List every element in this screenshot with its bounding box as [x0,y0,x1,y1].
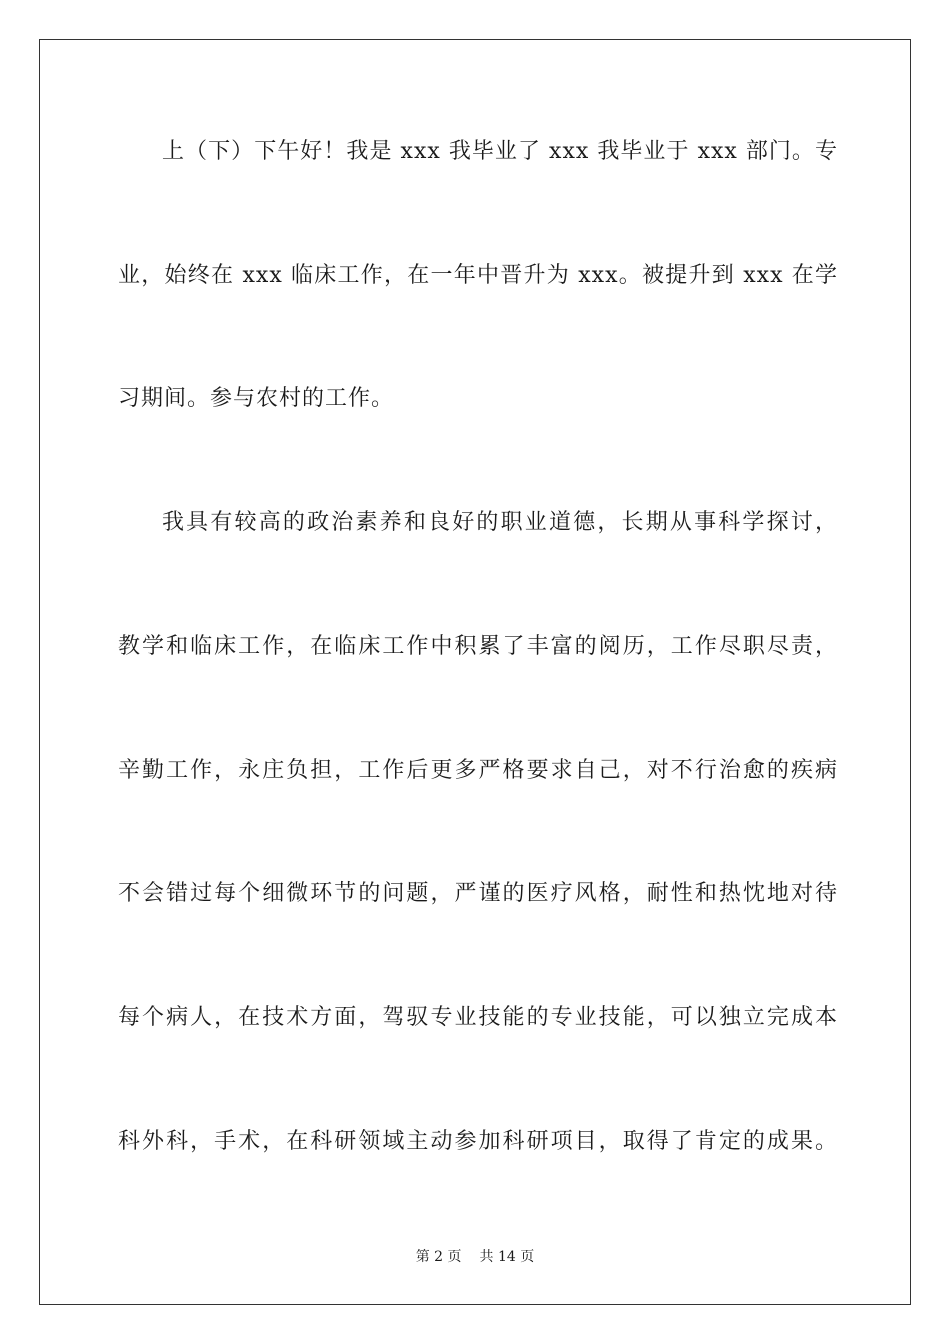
paragraph-1-line-3: 习期间。参与农村的工作。 [118,386,395,411]
page-frame [39,39,911,1305]
paragraph-2-line-4: 不会错过每个细微环节的问题，严谨的医疗风格，耐性和热忱地对待 [118,881,838,906]
paragraph-2-line-6: 科外科，手术，在科研领域主动参加科研项目，取得了肯定的成果。 [118,1129,838,1154]
paragraph-2-line-3: 辛勤工作，永庄负担，工作后更多严格要求自己，对不行治愈的疾病 [118,758,838,783]
page-number: 第 2 页 [415,1249,462,1265]
page-footer [0,1247,950,1267]
paragraph-2-line-1: 我具有较高的政治素养和良好的职业道德，长期从事科学探讨， [162,510,838,535]
paragraph-2-line-5: 每个病人，在技术方面，驾驭专业技能的专业技能，可以独立完成本 [118,1005,838,1030]
paragraph-1-line-2: 业，始终在 xxx 临床工作，在一年中晋升为 xxx。被提升到 xxx 在学 [118,263,838,288]
page-total: 共 14 页 [479,1249,535,1265]
paragraph-2-line-2: 教学和临床工作，在临床工作中积累了丰富的阅历，工作尽职尽责， [118,634,838,659]
paragraph-1-line-1: 上（下）下午好！我是 xxx 我毕业了 xxx 我毕业于 xxx 部门。专 [162,139,838,164]
